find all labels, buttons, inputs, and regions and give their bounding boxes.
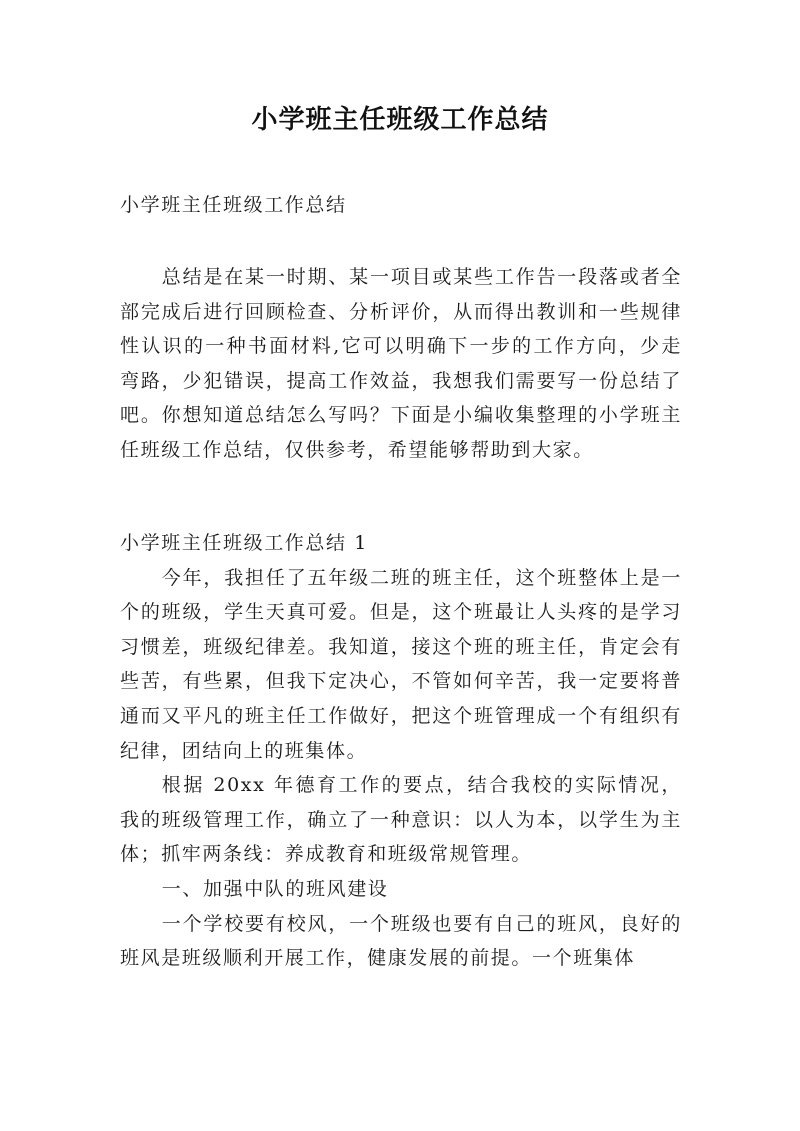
- section-paragraph-1: 今年，我担任了五年级二班的班主任，这个班整体上是一个的班级，学生天真可爱。但是，这个班最让人头疼的是学习习惯差，班级纪律差。我知道，接这个班的班主任，肯定会有些苦，有些累，但我下定决心，不管如何辛苦，我一定要将普通而又平凡的班主任工作做好，把这个班管理成一个有组织有纪律，团结向上的班集体。: [120, 566, 682, 762]
- document-title: 小学班主任班级工作总结: [251, 105, 549, 135]
- section-heading: 小学班主任班级工作总结 1: [120, 532, 368, 554]
- section-point-heading: 一、加强中队的班风建设: [161, 877, 389, 900]
- intro-section: [120, 260, 682, 468]
- section-paragraph-3: 一个学校要有校风，一个班级也要有自己的班风，良好的班风是班级顺利开展工作，健康发展的前提。一个班集体: [120, 912, 682, 970]
- document-subtitle: [120, 188, 682, 223]
- intro-paragraph: 总结是在某一时期、某一项目或某些工作告一段落或者全部完成后进行回顾检查、分析评价，从而得出教训和一些规律性认识的一种书面材料,它可以明确下一步的工作方向，少走弯路，少犯错误，提高工作效益，我想我们需要写一份总结了吧。你想知道总结怎么写吗？下面是小编收集整理的小学班主任班级工作总结，仅供参考，希望能够帮助到大家。: [120, 266, 682, 461]
- section-paragraph-2: 根据 20xx 年德育工作的要点，结合我校的实际情况，我的班级管理工作，确立了一种意识：以人为本，以学生为主体；抓牢两条线：养成教育和班级常规管理。: [120, 774, 682, 866]
- summary-section-1: [120, 526, 682, 976]
- subtitle-text: 小学班主任班级工作总结: [120, 194, 347, 216]
